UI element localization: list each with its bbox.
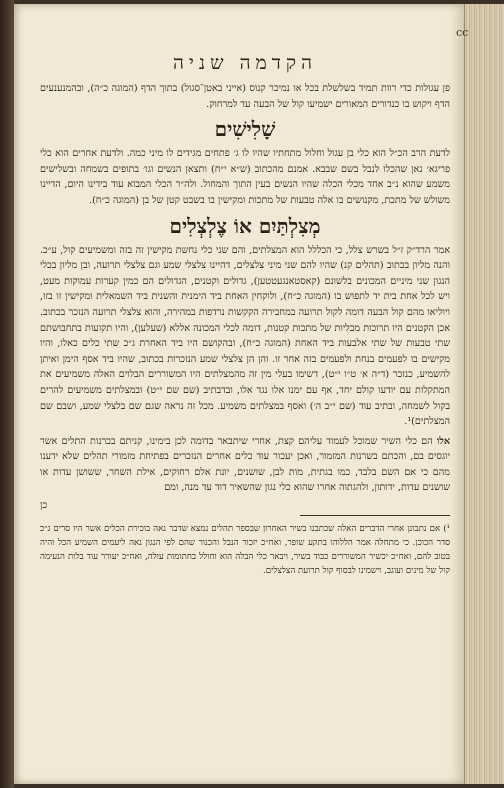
instruments-paragraph-text: הם כלי השיר שמוכל לעמוד עליהם קצת, אחרי שיתבאר בדומה לכן בימינו, קניתם בכרנות התלים אשר יוגסים בם, והכתם בשרנות המזמור, ואכן יעכור עוד כלים אחרים הנזכרים בפתיחת מזמורי תהלים שלא ידענו מהם כי אם השם בלבד, כמו בגתית, מות לבן, שושנים, יונת אלם רחוקים, אילת השחר, ששושן עדות או שושנים עדות, ידותון, ולהגתוה אחרו שהוא כלי נגון שהשאיר דוד עד מנה, ומם (40, 435, 450, 494)
book-page (14, 4, 464, 784)
catchword: כן (40, 500, 48, 512)
section-heading-metziltayim: מְצִלְתַּיִם אוֹ צֶלְצְלִים (169, 213, 321, 238)
paragraph-lead-word: אלו (436, 435, 450, 447)
footnote: ¹) אם נתבונן אחרי הדברים האלה שכתבנו בשיר האחרון שבספר תהלים נמצא שדבר נאה בוכירת הכלים אשר היו סרים ג״כ סדר הכוכן. כי מתחלה אמר הללוהו בתקע שופר, ואח״כ יזכור הנבל והכנור שהם לפי הנגון נאה ליעמים השמיע הכל והיה בטוב להם, ואח״כ יכשיר המשוררים כבוד בשיר, ויבאר כלי הבלה הוא וחולל בחתומות עולה, ואח״כ יעורר עוד בלות הנעימה קול של מינים ועוגב, וישמינו לבסוף קול תרועת הצלצלים. (40, 524, 450, 577)
page-content (40, 44, 450, 578)
right-page-edges (464, 4, 504, 784)
metziltayim-paragraph: אמר הרד״ק ז״ל בשרש צלל, כי הכללל הוא המצלתים, והם שני כלי נחשת מקישין זה בזה ומשמיעים קול, ע״כ. והנה מליון בכתוב (תהלים קנ) שהיו להם שני מיני צלצלים, דהיינו צלצלי שמע וגם צלצלי תרועה, ובן מליון בכלי הנגון שני מיניים המכונים בלשונם (קאסטאנגעטטען), גדולים וקטנים, הגדולים הם כמין קערות עמוקות מעט, ויש לכל אחת בית יד לתפוש בו (המוגה כ״ח), ולוקחין האחת ביד הימנית והשנית ביד השמאלית ומקישין זו בזו, ויוליאו מהם קול הבעה דומה לקול תרועה במחבירה הקקשות נרדפות במהירה, והוא צלצלי תרועה הנזכר בכתוב. אכן הקטנים היו תרוכות מבליות של מתכות קטנות, דומה לכלי המכונה אללא (שעלען), והיו תקועות בתחבושתם שתי טבעות של שתי אלבעות ביד האחת (המוגה כ״ח), ובהקושם היו ביד האחרת ג״כ שתי כלים כאלו, והיו מקישים בו לפעמים בנחת ולפעמים בזה אחר זו. והן הן צלצלי שמע הנזכרות בכתוב, שהיו ביד אסף הימן ואיתן להשמיע, כנזכר (ד״ה א׳ ט״ו י״ט), דשימו בעלי מין זה מהמצלתים היו המשוררים הבלוים האלה משמיעים את המתקלות עם יודעו קולם יחד, אף עם ימנו אלו נגד אלו, ובדבתיב (שם שם י״ט) ובמצלתים משמיעים להרים בקול לשמחה, ובתיב עוד (שם י״ב ה׳) ואסף במצלתים משמיע. מכל זה נראה שגם שם בלצלי שמע, ושבם שם המצלתים)¹. (40, 244, 450, 428)
left-page-edge (0, 0, 14, 788)
instruments-paragraph (40, 434, 450, 496)
page-title: הקדמה שניה (172, 52, 317, 74)
footnote-rule (300, 515, 450, 516)
intro-paragraph: פן עגולות כדי רוות תמיד בשלשלת בכל או נמיכר קנוס (אייני באטן־סגול) בתוך הדף (המוגה כ״ה), ובהמנענעים הדף ויקוש בו כנדורים המאורים ישמיעו קול של הבעה עד למרחוק. (40, 83, 450, 110)
page-folio: cc (456, 26, 469, 39)
shalishim-paragraph: לדעת הרב הכ״ל הוא כלי בן עגול וחלול מתחתיו שהיו לו ג׳ פתחים מגידים לו מיני כמה. ולדעת אחרים הוא כלי פריגא׳ נאן שהכלו לנבל בשם שבבא. אמנם מהכתוב (ש״א י״ח) ותצאן הנשים וגו׳ בתופים בשמחה ובשלישים משמע שהוא נ״ב אחד מכלי הכלה שהיו הנשים בעין התוך והמחול. ולה״ר הכלי המבוא עוד בידינו היום, הדיינו משולש של מתכת, מקנושים בו אלה טבעות של מתכות ומקישין בו בשבט קטן של בן (המוגה כ״ח). (40, 148, 450, 206)
section-heading-shalishim: שָׁלִישִׁים (214, 117, 276, 142)
